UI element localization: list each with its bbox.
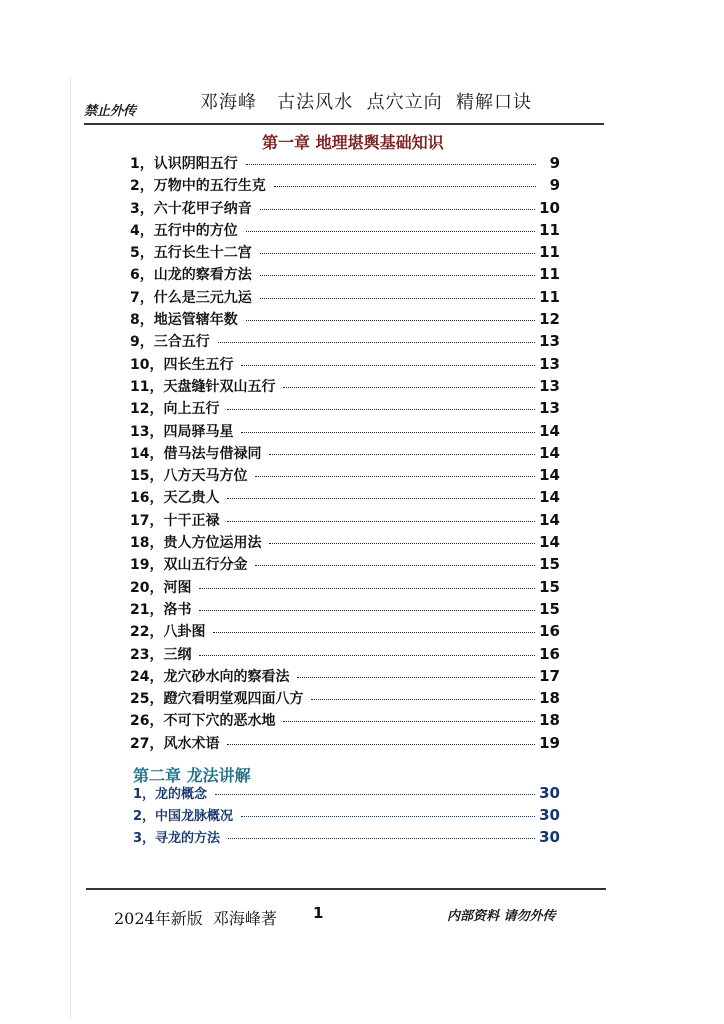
toc-entry-label: 22，八卦图 [130, 624, 206, 641]
toc-entry-label: 7，什么是三元九运 [130, 289, 252, 306]
toc-entry-label: 8，地运管辖年数 [130, 312, 238, 329]
toc-entry [133, 805, 560, 827]
page-header-title: 邓海峰 古法风水 点穴立向 精解口诀 [200, 92, 533, 113]
toc-dot-leader [213, 632, 535, 633]
toc-entry-page: 30 [539, 806, 560, 824]
toc-dot-leader [260, 253, 535, 254]
toc-entry-label: 15，八方天马方位 [130, 468, 248, 485]
toc-dot-leader [227, 409, 535, 410]
toc-dot-leader [246, 231, 535, 232]
toc-entry-label: 2，中国龙脉概况 [133, 809, 234, 824]
footer-page-number: 1 [313, 904, 324, 922]
toc-entry-page: 13 [539, 332, 560, 351]
toc-entry-page: 9 [549, 176, 560, 195]
toc-entry-page: 10 [539, 198, 560, 217]
toc-entry [130, 710, 560, 732]
toc-entry-label: 23，三纲 [130, 646, 192, 663]
toc-entry-label: 24，龙穴砂水向的察看法 [130, 668, 290, 685]
toc-dot-leader [260, 209, 535, 210]
toc-entry-label: 17，十干正禄 [130, 512, 220, 529]
toc-entry-page: 19 [539, 733, 560, 752]
toc-dot-leader [283, 387, 535, 388]
toc-entry [130, 644, 560, 666]
toc-entry [130, 688, 560, 710]
toc-entry-page: 30 [539, 828, 560, 846]
toc-entry-page: 11 [539, 265, 560, 284]
toc-entry-page: 9 [549, 154, 560, 172]
toc-entry-page: 14 [539, 533, 560, 552]
toc-dot-leader [260, 275, 535, 276]
toc-entry-label: 27，风水术语 [130, 735, 220, 752]
toc-entry-page: 18 [539, 711, 560, 730]
toc-entry-page: 15 [539, 555, 560, 574]
footer-edition: 2024年新版 邓海峰著 [114, 909, 277, 928]
toc-entry-page: 17 [539, 666, 560, 685]
toc-entry [130, 398, 560, 420]
toc-entry [130, 532, 560, 554]
toc-entry-page: 11 [539, 243, 560, 262]
toc-entry-label: 11，天盘缝针双山五行 [130, 378, 276, 395]
toc-dot-leader [246, 164, 536, 165]
toc-entry-label: 4，五行中的方位 [130, 222, 238, 239]
toc-entry-label: 10，四长生五行 [130, 356, 234, 373]
toc-entry-label: 9，三合五行 [130, 334, 210, 351]
toc-entry-page: 11 [539, 287, 560, 306]
toc-dot-leader [241, 365, 535, 366]
toc-entry-label: 14，借马法与借禄同 [130, 445, 262, 462]
toc-entry-page: 30 [539, 784, 560, 802]
toc-entry [130, 309, 560, 331]
toc-dot-leader [199, 655, 535, 656]
toc-entry-page: 14 [539, 488, 560, 507]
toc-entry-label: 1，认识阴阳五行 [130, 156, 238, 172]
toc-entry-page: 14 [539, 510, 560, 529]
toc-entry-label: 1，龙的概念 [133, 787, 208, 802]
toc-dot-leader [311, 699, 535, 700]
toc-entry-label: 20，河图 [130, 579, 192, 596]
toc-dot-leader [228, 838, 535, 839]
footer-rule [86, 888, 606, 890]
toc-entry [130, 264, 560, 286]
toc-entry-page: 11 [539, 220, 560, 239]
toc-dot-leader [255, 476, 535, 477]
toc-entry [130, 421, 560, 443]
toc-entry-label: 6，山龙的察看方法 [130, 267, 252, 284]
toc-entry [133, 827, 560, 849]
toc-entry-label: 19，双山五行分金 [130, 557, 248, 574]
toc-entry [130, 153, 560, 175]
toc-dot-leader [297, 677, 535, 678]
chapter-2-toc [133, 783, 560, 849]
toc-entry-page: 18 [539, 689, 560, 708]
toc-entry-page: 13 [539, 399, 560, 418]
toc-dot-leader [241, 816, 535, 817]
toc-entry [130, 666, 560, 688]
toc-entry-page: 12 [539, 310, 560, 329]
toc-dot-leader [199, 588, 535, 589]
toc-dot-leader [227, 521, 535, 522]
toc-entry [130, 376, 560, 398]
toc-entry-page: 14 [539, 443, 560, 462]
toc-entry-label: 3，寻龙的方法 [133, 831, 221, 846]
toc-entry [130, 175, 560, 197]
header-rule [84, 123, 604, 125]
toc-entry-label: 18，贵人方位运用法 [130, 535, 262, 552]
toc-dot-leader [246, 320, 535, 321]
toc-entry [130, 733, 560, 755]
toc-entry-page: 13 [539, 354, 560, 373]
toc-entry-page: 15 [539, 577, 560, 596]
toc-entry [133, 783, 560, 805]
toc-dot-leader [199, 610, 535, 611]
toc-entry-page: 16 [539, 644, 560, 663]
toc-entry [130, 487, 560, 509]
toc-entry [130, 577, 560, 599]
toc-dot-leader [255, 565, 535, 566]
toc-dot-leader [227, 498, 535, 499]
toc-entry [130, 510, 560, 532]
toc-entry-label: 16，天乙贵人 [130, 490, 220, 507]
toc-entry-label: 26，不可下穴的恶水地 [130, 713, 276, 730]
toc-entry [130, 287, 560, 309]
toc-entry-label: 5，五行长生十二宫 [130, 245, 252, 262]
toc-dot-leader [218, 342, 535, 343]
toc-entry-label: 21，洛书 [130, 601, 192, 618]
chapter-2-title: 第二章 龙法讲解 [133, 766, 251, 785]
toc-entry [130, 443, 560, 465]
toc-entry [130, 554, 560, 576]
toc-entry-page: 13 [539, 376, 560, 395]
toc-dot-leader [283, 721, 535, 722]
toc-entry-label: 12，向上五行 [130, 401, 220, 418]
stamp-no-distribution: 禁止外传 [84, 104, 137, 119]
toc-entry [130, 331, 560, 353]
toc-entry [130, 220, 560, 242]
toc-entry-label: 25，蹬穴看明堂观四面八方 [130, 691, 304, 708]
toc-entry [130, 599, 560, 621]
toc-entry-label: 3，六十花甲子纳音 [130, 200, 252, 217]
page-edge [70, 78, 71, 1018]
chapter-1-title: 第一章 地理堪舆基础知识 [262, 133, 444, 152]
toc-entry [130, 198, 560, 220]
toc-dot-leader [215, 794, 535, 795]
toc-dot-leader [269, 454, 535, 455]
toc-entry-label: 2，万物中的五行生克 [130, 178, 266, 195]
toc-entry-page: 16 [539, 622, 560, 641]
toc-entry-page: 14 [539, 421, 560, 440]
toc-dot-leader [260, 298, 535, 299]
toc-dot-leader [227, 744, 535, 745]
stamp-internal-material: 内部资料 请勿外传 [447, 909, 556, 924]
toc-entry [130, 621, 560, 643]
toc-entry [130, 242, 560, 264]
toc-entry-page: 14 [539, 466, 560, 485]
toc-entry-page: 15 [539, 599, 560, 618]
toc-entry [130, 354, 560, 376]
toc-entry [130, 465, 560, 487]
chapter-1-toc [130, 153, 560, 755]
toc-dot-leader [241, 432, 535, 433]
toc-dot-leader [269, 543, 535, 544]
toc-entry-label: 13，四局驿马星 [130, 423, 234, 440]
toc-dot-leader [274, 186, 536, 187]
